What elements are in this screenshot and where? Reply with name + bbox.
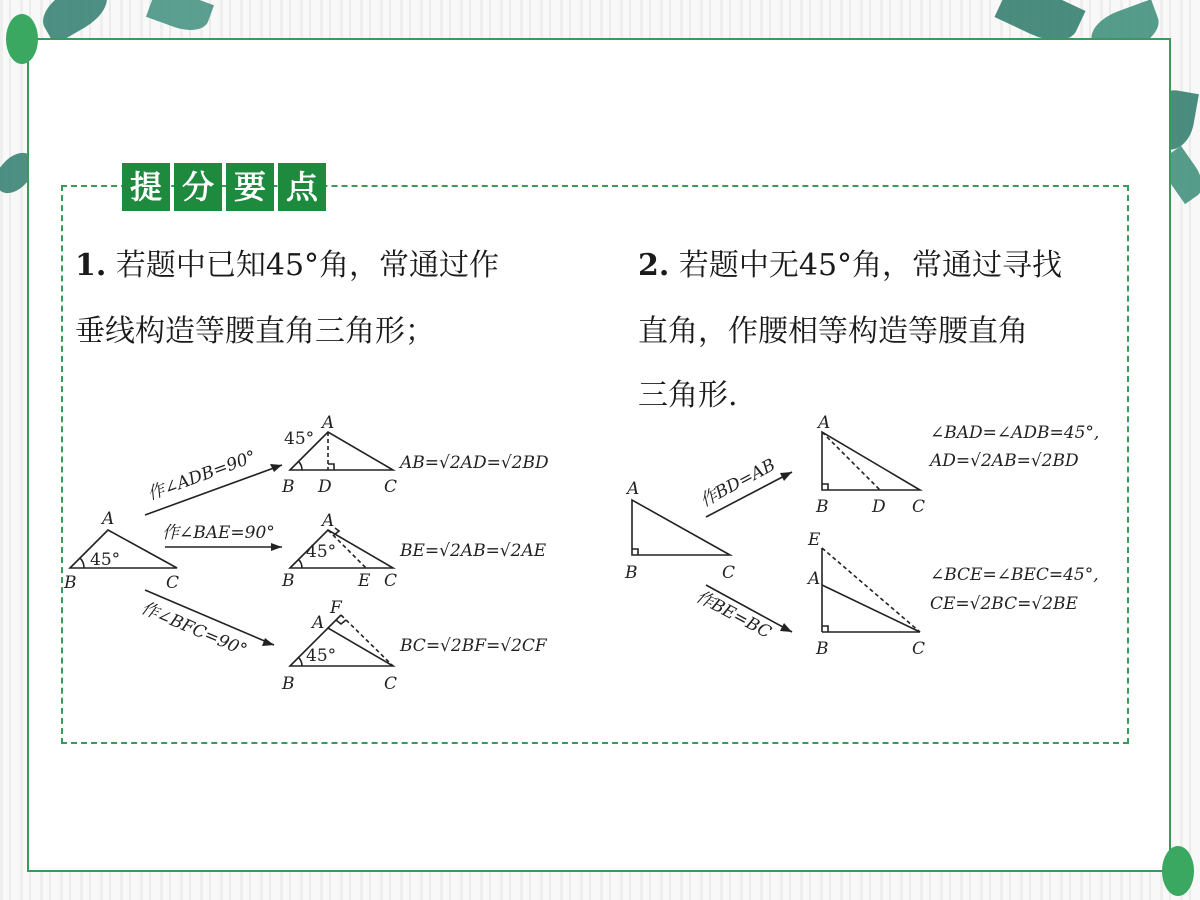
tri1-label-B: B [282, 477, 295, 497]
tri1-angle-label: 45° [284, 429, 315, 449]
point2-line2: 直角，作腰相等构造等腰直角 [638, 314, 1028, 349]
arrow-1-label: 作∠ADB=90° [144, 446, 259, 505]
right-triangle-1-right-mark [822, 484, 828, 490]
right-tri2-label-E: E [808, 530, 821, 550]
tri3-angle-label: 45° [306, 646, 337, 666]
tips-header-char-2: 分 [174, 163, 222, 211]
right-base-label-C: C [722, 563, 736, 583]
tips-header-char-1: 提 [122, 163, 170, 211]
result-2: BE=√2AB=√2AE [400, 541, 547, 561]
point2-line3: 三角形. [638, 378, 738, 413]
point2-line1-text: 若题中无45°角，常通过寻找 [678, 248, 1063, 283]
result-3: BC=√2BF=√2CF [400, 636, 547, 656]
base-angle-label: 45° [90, 550, 121, 570]
right-base-label-A: A [627, 479, 640, 499]
point1-line2: 垂线构造等腰直角三角形； [75, 314, 435, 349]
right-arrowhead-2 [780, 623, 792, 632]
right-tri1-label-A: A [818, 413, 831, 433]
right-base-label-B: B [625, 563, 638, 583]
point1-line1-text: 若题中已知45°角，常通过作 [115, 248, 500, 283]
right-triangle-2-dashed [822, 548, 920, 632]
tri3-label-C: C [384, 674, 398, 694]
right-result-2-line2: CE=√2BC=√2BE [930, 594, 1078, 614]
point1-number: 1. [75, 248, 107, 283]
tips-header-char-4: 点 [278, 163, 326, 211]
right-tri2-label-C: C [912, 639, 926, 659]
right-result-1-line2: AD=√2AB=√2BD [930, 451, 1079, 471]
right-result-2-line1: ∠BCE=∠BEC=45°, [930, 565, 1099, 585]
tri1-label-D: D [318, 477, 332, 497]
right-arrow-1-label: 作BD=AB [696, 455, 779, 512]
tri3-label-B: B [282, 674, 295, 694]
tips-header-char-3: 要 [226, 163, 274, 211]
tri1-label-A: A [322, 413, 335, 433]
result-1: AB=√2AD=√2BD [400, 453, 549, 473]
tri1-label-C: C [384, 477, 398, 497]
right-base-triangle [632, 500, 730, 555]
right-tri2-label-B: B [816, 639, 829, 659]
right-base-right-mark [632, 549, 638, 555]
right-tri1-label-C: C [912, 497, 926, 517]
tri2-label-A: A [322, 511, 335, 531]
base-label-C: C [166, 573, 180, 593]
tri2-angle-label: 45° [306, 542, 337, 562]
arrow-2-label: 作∠BAE=90° [162, 523, 275, 543]
right-arrowhead-1 [780, 472, 792, 481]
right-arrow-2-label: 作BE=BC [692, 586, 775, 643]
point2-number: 2. [638, 248, 670, 283]
right-triangle-2-right-mark [822, 626, 828, 632]
right-tri2-label-A: A [808, 569, 821, 589]
base-label-A: A [102, 509, 115, 529]
arrow-3-label: 作∠BFC=90° [138, 598, 250, 661]
tri3-label-F: F [330, 598, 342, 618]
right-triangle-2-hypotenuse [822, 585, 920, 632]
tri2-label-C: C [384, 571, 398, 591]
right-tri1-label-D: D [872, 497, 886, 517]
base-label-B: B [64, 573, 77, 593]
tri3-label-A: A [312, 613, 325, 633]
right-result-1-line1: ∠BAD=∠ADB=45°, [930, 423, 1100, 443]
tri2-label-E: E [358, 571, 371, 591]
tri2-label-B: B [282, 571, 295, 591]
right-triangle-1 [822, 432, 920, 490]
right-tri1-label-B: B [816, 497, 829, 517]
